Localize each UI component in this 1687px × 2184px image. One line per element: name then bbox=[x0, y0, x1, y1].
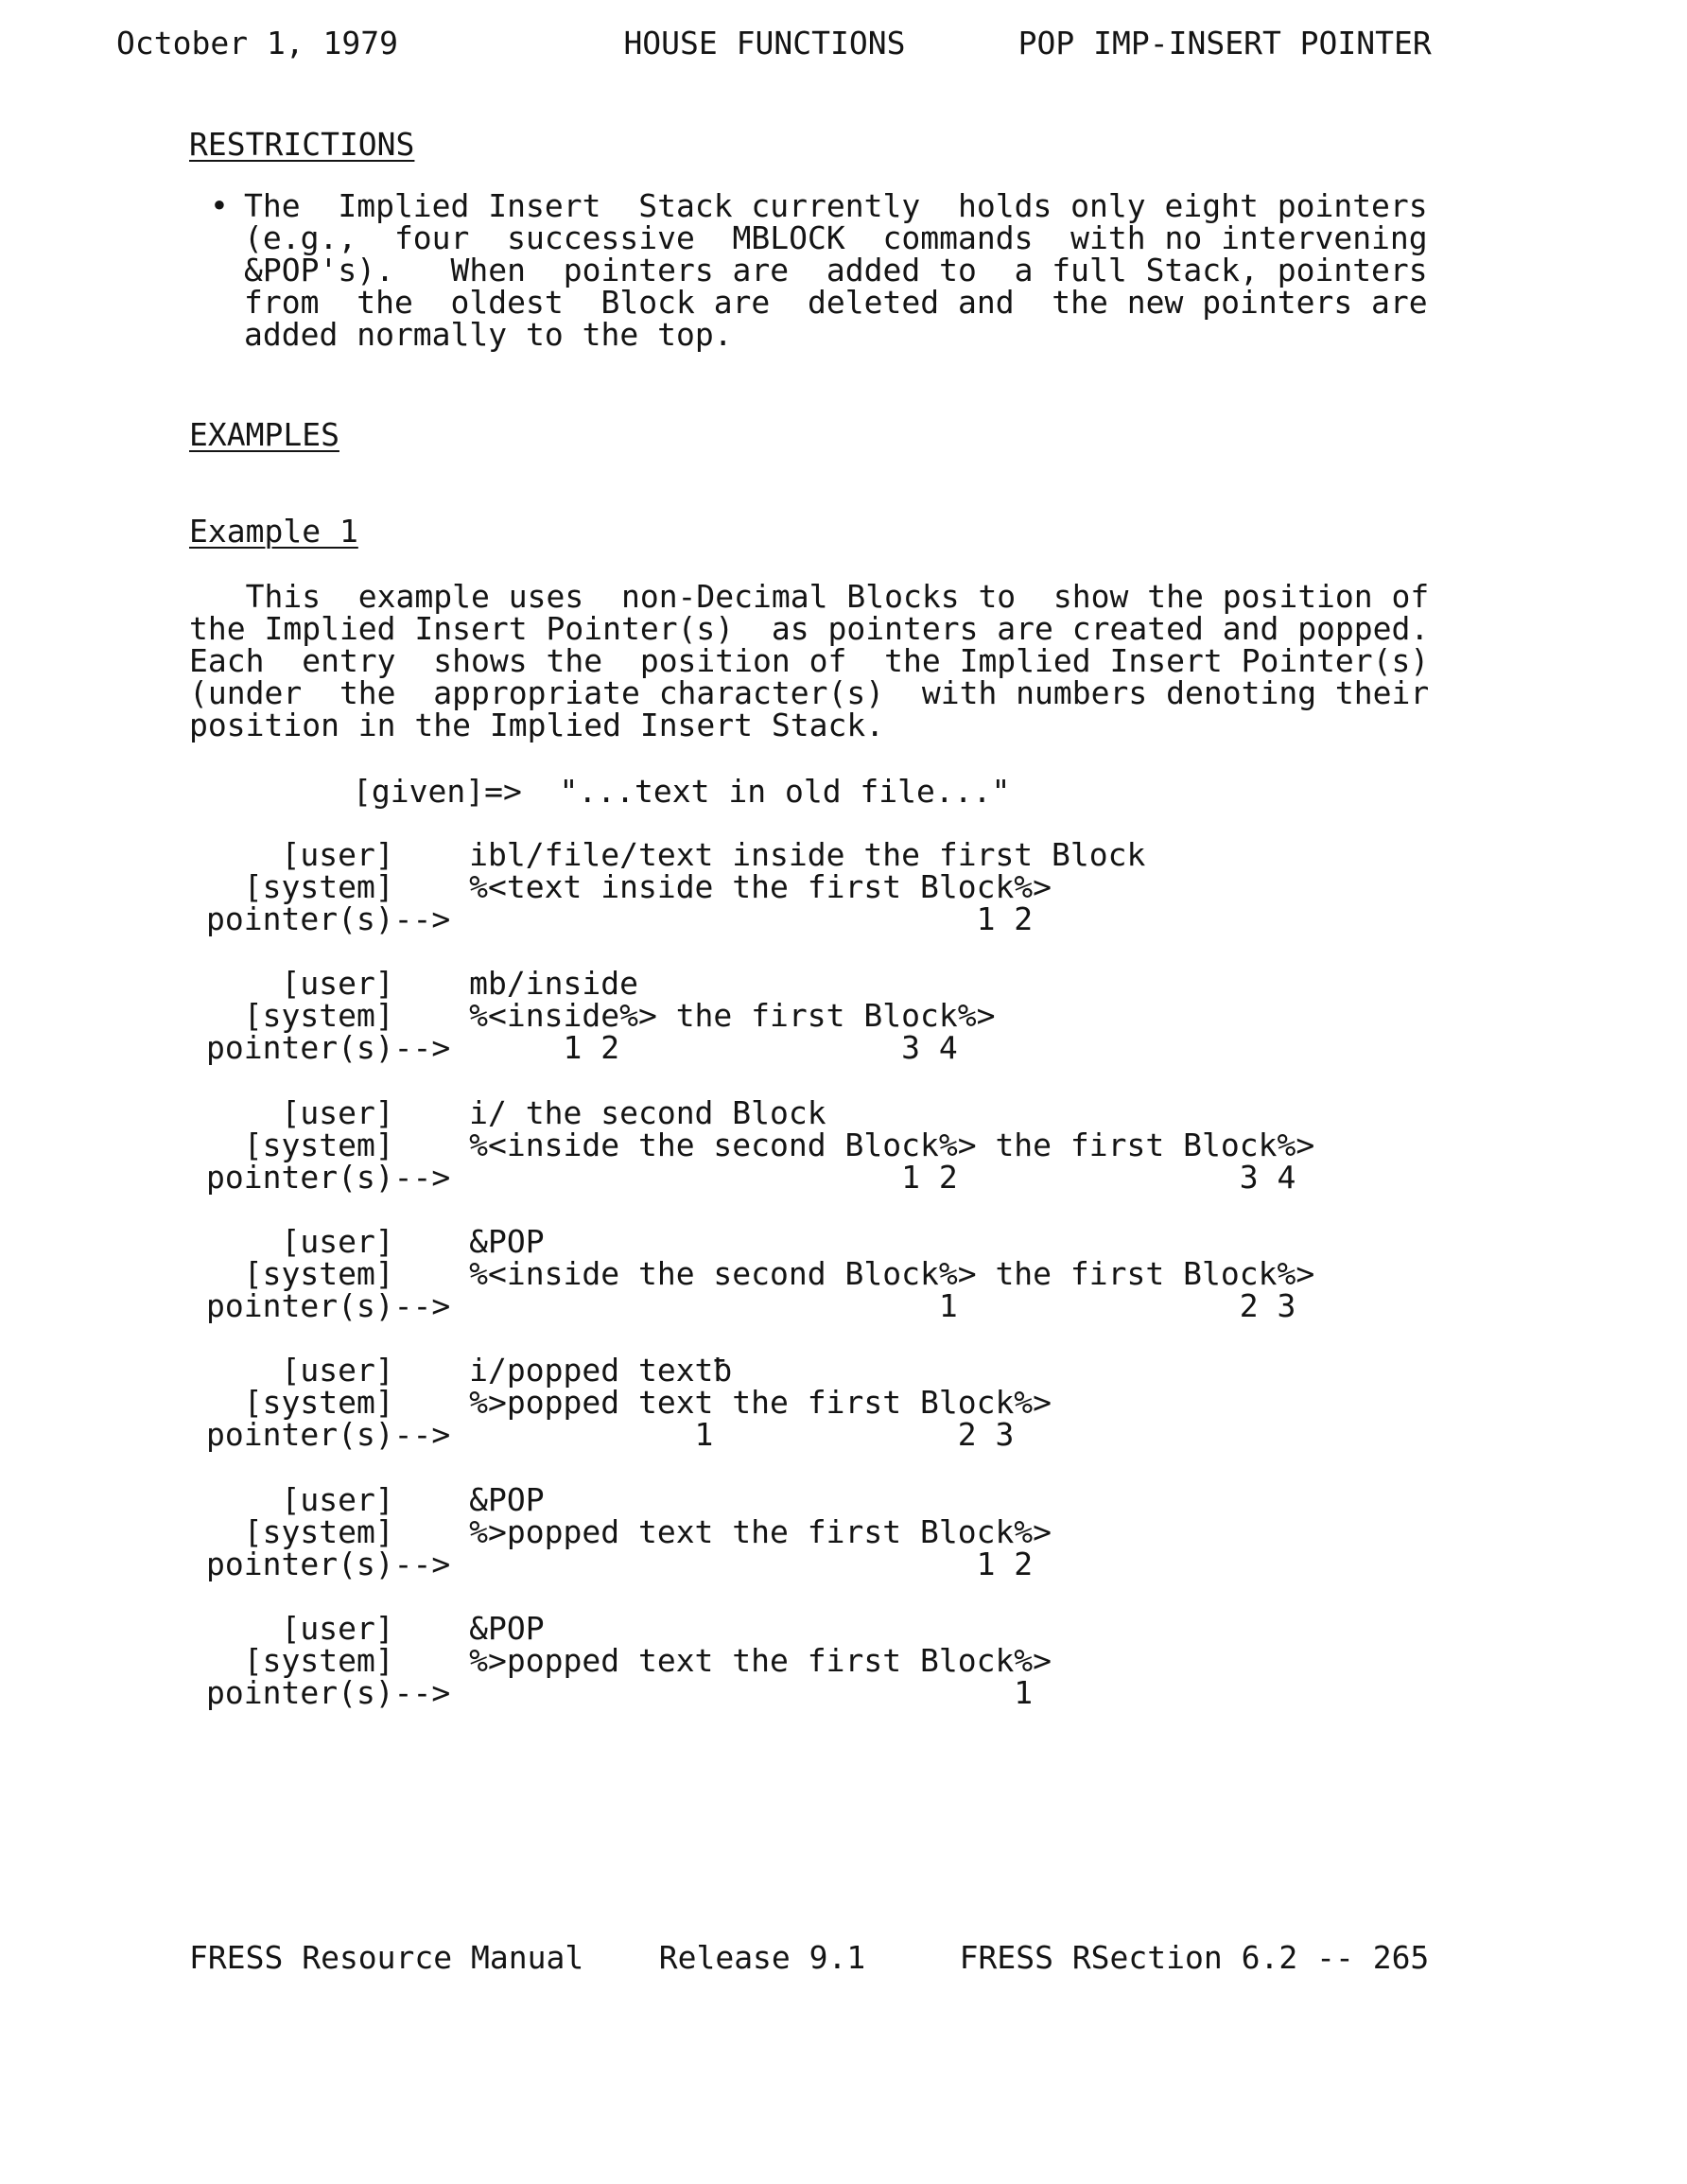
paragraph-line: This example uses non-Decimal Blocks to show the position of bbox=[189, 578, 1430, 615]
bullet-dot: • bbox=[210, 187, 229, 224]
step-pointers-line: pointer(s)--> 1 bbox=[206, 1674, 1034, 1711]
step-system-line: [system] %>popped text the first Block%> bbox=[206, 1642, 1052, 1679]
examples-heading: EXAMPLES bbox=[189, 416, 339, 453]
example-step bbox=[206, 1223, 1315, 1324]
step-system-line: [system] %<inside%> the first Block%> bbox=[206, 997, 996, 1034]
header-topic: POP IMP-INSERT POINTER bbox=[1017, 25, 1432, 61]
example-step bbox=[206, 1094, 1315, 1196]
step-system-line: [system] %>popped text the first Block%> bbox=[206, 1384, 1052, 1421]
step-system-line: [system] %>popped text the first Block%> bbox=[206, 1513, 1052, 1550]
header-date: October 1, 1979 bbox=[116, 25, 399, 61]
paragraph-line: Each entry shows the position of the Implied Insert Pointer(s) bbox=[189, 642, 1430, 679]
step-system-line: [system] %<inside the second Block%> the first Block%> bbox=[206, 1127, 1315, 1163]
restrictions-heading: RESTRICTIONS bbox=[189, 126, 415, 163]
example1-heading: Example 1 bbox=[189, 513, 358, 550]
example-step bbox=[206, 965, 996, 1066]
example-step bbox=[206, 1354, 1052, 1451]
given-line: [given]=> "...text in old file..." bbox=[353, 773, 1011, 810]
step-system-line: [system] %<inside the second Block%> the first Block%> bbox=[206, 1255, 1315, 1292]
example-step bbox=[206, 1610, 1052, 1711]
paragraph-line: the Implied Insert Pointer(s) as pointers are created and popped. bbox=[189, 610, 1430, 647]
step-pointers-line: pointer(s)--> 1 2 3 bbox=[206, 1416, 1015, 1453]
step-pointers-line: pointer(s)--> 1 2 3 4 bbox=[206, 1159, 1296, 1196]
step-user-line: [user] i/popped textƀ bbox=[206, 1352, 733, 1389]
example1-paragraph bbox=[189, 578, 1430, 743]
header-section: HOUSE FUNCTIONS bbox=[623, 25, 906, 61]
example-step bbox=[206, 836, 1146, 937]
step-pointers-line: pointer(s)--> 1 2 3 4 bbox=[206, 1029, 958, 1066]
step-system-line: [system] %<text inside the first Block%> bbox=[206, 868, 1052, 905]
step-pointers-line: pointer(s)--> 1 2 bbox=[206, 1546, 1034, 1582]
step-user-line: [user] ibl/file/text inside the first Block bbox=[206, 836, 1146, 873]
bullet-line: &POP's). When pointers are added to a full Stack, pointers bbox=[244, 252, 1428, 288]
footer-manual: FRESS Resource Manual bbox=[189, 1939, 584, 1976]
step-pointers-line: pointer(s)--> 1 2 3 bbox=[206, 1287, 1296, 1324]
step-user-line: [user] &POP bbox=[206, 1223, 545, 1260]
footer-release: Release 9.1 bbox=[658, 1939, 866, 1976]
paragraph-line: position in the Implied Insert Stack. bbox=[189, 707, 885, 743]
step-user-line: [user] &POP bbox=[206, 1481, 545, 1518]
step-pointers-line: pointer(s)--> 1 2 bbox=[206, 900, 1034, 937]
paragraph-line: (under the appropriate character(s) with numbers denoting their bbox=[189, 674, 1430, 711]
bullet-line: (e.g., four successive MBLOCK commands with no intervening bbox=[244, 219, 1428, 256]
bullet-line: from the oldest Block are deleted and the new pointers are bbox=[244, 284, 1428, 321]
step-user-line: [user] mb/inside bbox=[206, 965, 638, 1002]
example-step bbox=[206, 1481, 1052, 1582]
restrictions-bullet bbox=[244, 187, 1428, 353]
step-user-line: [user] &POP bbox=[206, 1610, 545, 1647]
step-user-line: [user] i/ the second Block bbox=[206, 1094, 826, 1131]
footer-page: FRESS RSection 6.2 -- 265 bbox=[959, 1939, 1430, 1976]
page-header bbox=[116, 27, 1432, 60]
bullet-line: The Implied Insert Stack currently holds only eight pointers bbox=[244, 187, 1428, 224]
bullet-line: added normally to the top. bbox=[244, 316, 733, 353]
page-footer bbox=[189, 1939, 1430, 1976]
